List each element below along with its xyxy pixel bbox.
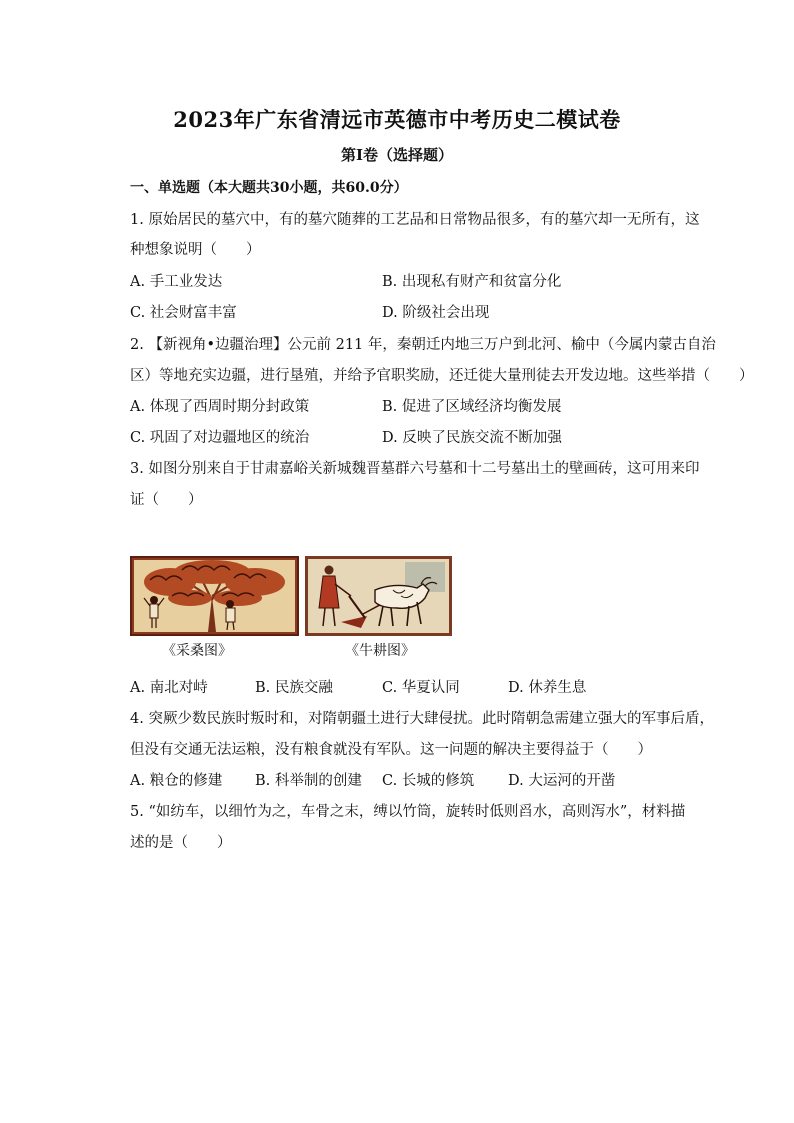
question-1-option-d[interactable]: D. 阶级社会出现 xyxy=(382,305,490,321)
exam-title: 2023年广东省清远市英德市中考历史二模试卷 xyxy=(173,107,621,132)
question-5-line-1: 5. “如纺车，以细竹为之，车骨之末，缚以竹筒，旋转时低则舀水，高则泻水”，材料描 xyxy=(130,804,686,820)
question-5-line-2: 述的是（ ） xyxy=(130,835,232,851)
question-1-option-c[interactable]: C. 社会财富丰富 xyxy=(130,305,237,321)
question-2-option-d[interactable]: D. 反映了民族交流不断加强 xyxy=(382,430,562,446)
question-2-option-b[interactable]: B. 促进了区域经济均衡发展 xyxy=(382,399,562,415)
question-1-line-2: 种想象说明（ ） xyxy=(130,242,261,258)
question-4-option-c[interactable]: C. 长城的修筑 xyxy=(382,773,475,789)
mulberry-picking-mural-image xyxy=(130,556,299,636)
question-3-line-1: 3. 如图分别来自于甘肃嘉峪关新城魏晋墓群六号墓和十二号墓出土的壁画砖，这可用来印 xyxy=(130,461,700,477)
question-2-option-c[interactable]: C. 巩固了对边疆地区的统治 xyxy=(130,430,310,446)
question-3-line-2: 证（ ） xyxy=(130,492,203,508)
ox-plowing-mural-image xyxy=(305,556,452,636)
question-4-option-b[interactable]: B. 科举制的创建 xyxy=(255,773,362,789)
section-heading: 一、单选题（本大题共30小题，共60.0分） xyxy=(130,180,408,196)
question-4-line-2: 但没有交通无法运粮，没有粮食就没有军队。这一问题的解决主要得益于（ ） xyxy=(130,742,652,758)
question-2-option-a[interactable]: A. 体现了西周时期分封政策 xyxy=(130,399,310,415)
question-4-option-d[interactable]: D. 大运河的开凿 xyxy=(508,773,616,789)
question-1-option-b[interactable]: B. 出现私有财产和贫富分化 xyxy=(382,274,562,290)
mulberry-picking-caption: 《采桑图》 xyxy=(162,643,232,659)
ox-plowing-caption: 《牛耕图》 xyxy=(345,643,415,659)
question-4-line-1: 4. 突厥少数民族时叛时和，对隋朝疆土进行大肆侵扰。此时隋朝急需建立强大的军事后盾， xyxy=(130,711,714,727)
question-3-option-a[interactable]: A. 南北对峙 xyxy=(130,680,208,696)
question-2-line-2: 区）等地充实边疆，进行垦殖，并给予官职奖励，还迁徙大量刑徒去开发边地。这些举措（ ） xyxy=(130,368,754,384)
question-2-line-1: 2. 【新视角•边疆治理】公元前 211 年，秦朝迁内地三万户到北河、榆中（今属内蒙古自治 xyxy=(130,337,716,353)
exam-subtitle: 第I卷（选择题） xyxy=(340,146,454,164)
question-3-option-b[interactable]: B. 民族交融 xyxy=(255,680,333,696)
question-3-option-c[interactable]: C. 华夏认同 xyxy=(382,680,460,696)
question-1-line-1: 1. 原始居民的墓穴中，有的墓穴随葬的工艺品和日常物品很多，有的墓穴却一无所有，这 xyxy=(130,212,700,228)
question-3-option-d[interactable]: D. 休养生息 xyxy=(508,680,587,696)
question-4-option-a[interactable]: A. 粮仓的修建 xyxy=(130,773,223,789)
question-1-option-a[interactable]: A. 手工业发达 xyxy=(130,274,223,290)
